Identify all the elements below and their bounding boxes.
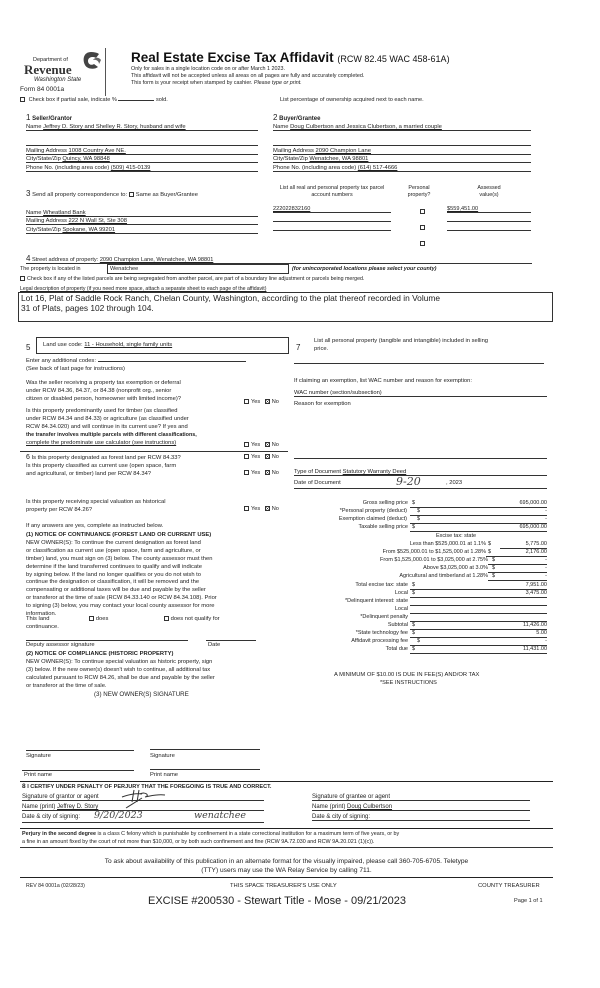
notice-compliance: [26, 651, 215, 691]
label: WAC number (section/subsection): [294, 390, 382, 396]
seller-name-field[interactable]: [26, 124, 258, 131]
does-not-checkbox[interactable]: [164, 616, 169, 621]
tax-label: *Personal property (deduct): [339, 508, 407, 514]
section-number: 5: [26, 343, 31, 352]
no-checkbox[interactable]: [265, 470, 270, 475]
tax-label: Taxable selling price: [358, 524, 408, 530]
yes-label: Yes: [251, 454, 261, 460]
located-value: Wenatchee: [110, 266, 139, 272]
no-checkbox[interactable]: [265, 399, 270, 404]
does-label: does: [95, 616, 109, 623]
county-treasurer-label: COUNTY TREASURER: [478, 883, 540, 889]
land-use-code: 11 - Household, single family units: [84, 342, 173, 348]
owner-signature-line[interactable]: [150, 749, 260, 750]
continuance-row: [26, 616, 220, 622]
divider: [20, 877, 553, 878]
label: City/State/Zip: [26, 227, 61, 233]
note-receipt-text: This form is your receipt when stamped by cashier.: [131, 80, 253, 86]
seller-mailing-field[interactable]: [26, 148, 258, 155]
label: Street address of property:: [32, 257, 99, 263]
divider: [20, 828, 553, 829]
seller-phone-field[interactable]: [26, 165, 258, 172]
label: Name: [26, 124, 42, 130]
yes-checkbox[interactable]: [244, 506, 249, 511]
label-line: price.: [314, 346, 329, 352]
does-checkbox[interactable]: [89, 616, 94, 621]
street-address-field[interactable]: [26, 254, 532, 264]
total-label: *Delinquent interest: state: [345, 598, 408, 604]
section-number: 8: [22, 783, 26, 790]
correspondence-city: Spokane, WA 99201: [62, 227, 116, 233]
assessed-value-col-header: Assessed value(s): [477, 185, 501, 198]
revenue-swirl-icon: [80, 50, 102, 72]
total-label: Subtotal: [387, 622, 408, 628]
exemption-label: If claiming an exemption, list WAC number and reason for exemption:: [294, 378, 472, 384]
legal-line: Lot 16, Plat of Saddle Rock Ranch, Chelan County, Washington, according to the plat thereof recorded in Volume: [21, 293, 440, 303]
total-label: Total excise tax: state: [355, 582, 408, 588]
located-select[interactable]: [107, 264, 289, 274]
logo-agency: Revenue: [24, 62, 72, 77]
correspondence-city-field[interactable]: [26, 227, 258, 234]
total-excise-state[interactable]: 7,951.00: [525, 582, 547, 588]
label: Name (print): [22, 804, 56, 810]
no-checkbox[interactable]: [265, 442, 270, 447]
total-label: Local: [394, 590, 408, 596]
segregated-checkbox[interactable]: [20, 276, 25, 281]
question-line: under RCW 84.34 and 84.33) or agriculture (as classified under: [26, 416, 189, 422]
gross-selling-price[interactable]: 695,000.00: [519, 500, 547, 506]
buyer-heading: [273, 113, 320, 122]
underline: [410, 531, 547, 532]
no-checkbox[interactable]: [265, 454, 270, 459]
underline: [410, 605, 547, 606]
logo-dept-line: Department of: [33, 57, 68, 63]
print-name-line[interactable]: [22, 770, 134, 771]
doc-year: , 2023: [446, 480, 463, 486]
label: Signature of grantee or agent: [312, 794, 391, 800]
question-line: property per RCW 84.26?: [26, 507, 93, 513]
excise-stamp: EXCISE #200530 - Stewart Title - Mose - 09/21/2023: [148, 895, 407, 907]
partial-sale-checkbox[interactable]: [20, 97, 25, 102]
bracket-value[interactable]: -: [545, 557, 547, 563]
dollar-sign: $: [417, 638, 421, 644]
buyer-mailing-field[interactable]: [273, 148, 531, 155]
doc-type: Statutory Warranty Deed: [342, 469, 407, 475]
total-due[interactable]: 11,431.00: [522, 646, 547, 652]
signature-label: Signature: [150, 753, 175, 759]
personal-property-checkbox[interactable]: [420, 241, 425, 246]
land-use-code-field[interactable]: [36, 337, 289, 354]
deputy-date-label: Date: [208, 642, 221, 648]
note-receipt: [131, 80, 302, 86]
yes-checkbox[interactable]: [244, 470, 249, 475]
section-number: 2: [273, 113, 278, 122]
notice-line: or classification as current use (open space, farm and agriculture, or: [26, 547, 201, 554]
additional-codes-field[interactable]: [98, 361, 246, 362]
personal-property-col-header: Personal property?: [407, 185, 431, 198]
alternate-format-notice: [20, 858, 553, 875]
parcel-number-field[interactable]: [273, 224, 391, 231]
buyer-phone-field[interactable]: [273, 165, 531, 172]
exemption-yes-no: [244, 399, 279, 405]
bracket-value[interactable]: -: [545, 565, 547, 571]
timber-yes-no: [244, 442, 279, 448]
label: Mailing Address: [273, 148, 314, 154]
seller-phone: (509) 415-0139: [110, 165, 151, 171]
notice-line: calculated pursuant to RCW 84.26, shall be due and payable by the seller: [26, 674, 215, 681]
correspondence-mailing: 222 N Wall St, Ste 308: [68, 218, 127, 224]
dollar-sign: $: [412, 630, 416, 636]
label: Name: [273, 124, 289, 130]
signature-label: Signature: [26, 753, 51, 759]
total-label: Affidavit processing fee: [351, 638, 408, 644]
dollar-sign: $: [412, 622, 416, 628]
underline: [410, 597, 547, 598]
yes-checkbox[interactable]: [244, 442, 249, 447]
bracket-value[interactable]: 5,775.00: [525, 541, 547, 547]
label: Mailing Address: [26, 218, 67, 224]
assessed-value-field[interactable]: [447, 206, 531, 213]
qualify-label: qualify for: [194, 616, 220, 623]
personal-property-field[interactable]: [294, 363, 544, 364]
state-technology-fee[interactable]: 5.00: [536, 630, 547, 636]
historic-yes-no: [244, 506, 279, 512]
if-yes-note: If any answers are yes, complete as instructed below.: [26, 523, 164, 529]
divider: [20, 847, 553, 848]
grantor-signature-field[interactable]: [22, 794, 264, 801]
dollar-sign: $: [488, 549, 492, 555]
page-title: [131, 50, 450, 65]
parcel-number-field[interactable]: [273, 206, 391, 213]
note-complete: This affidavit will not be accepted unless all areas on all pages are fully and accurately completed.: [131, 73, 365, 79]
exemption-question: [26, 379, 181, 403]
divider: [20, 781, 553, 782]
question-line: complete the predominate use calculator (see instructions): [26, 440, 177, 446]
tax-label: Exemption claimed (deduct): [338, 516, 407, 522]
reason-field[interactable]: [294, 458, 547, 459]
label: Signature of grantor or agent: [22, 794, 99, 800]
yes-label: Yes: [251, 506, 261, 512]
question-line: Was the seller receiving a property tax exemption or deferral: [26, 380, 181, 386]
notice-line: or transferor at the time of sale (RCW 84.33.140 or RCW 84.34.108). Prior: [26, 595, 217, 602]
yes-checkbox[interactable]: [244, 454, 249, 459]
section-number: 3: [26, 189, 31, 198]
forest-land-question: [26, 454, 181, 461]
seller-city: Quincy, WA 98848: [62, 156, 110, 162]
parcel-row: [0, 7, 600, 14]
minimum-note: A MINIMUM OF $10.00 IS DUE IN FEE(S) AND/OR TAX: [334, 672, 480, 678]
perjury-bold: Perjury in the second degree: [22, 831, 96, 837]
deputy-date-line[interactable]: [206, 640, 256, 641]
seller-heading-text: Seller/Grantor: [32, 116, 73, 122]
section-number: 4: [26, 254, 31, 263]
revision-label: REV 84 0001a (02/28/23): [26, 883, 85, 889]
correspondence-mailing-field[interactable]: [26, 218, 258, 225]
notice-title: (2) NOTICE OF COMPLIANCE (HISTORIC PROPERTY): [26, 651, 174, 657]
buyer-city: Wenatchee, WA 98801: [309, 156, 369, 162]
question-line: citizen or disabled person, homeowner with limited income)?: [26, 396, 181, 402]
this-land-label: This land: [26, 616, 50, 623]
buyer-mailing: 2090 Champion Lane: [315, 148, 371, 154]
notice-line: (3) below. If the new owner(s) doesn't wish to continue, all additional tax: [26, 666, 211, 673]
page-number: Page 1 of 1: [514, 898, 543, 904]
alt-format-line: (TTY) users may use the WA Relay Service by calling 711.: [201, 866, 372, 874]
buyer-city-field[interactable]: [273, 156, 531, 163]
dollar-sign: $: [488, 541, 492, 547]
notice-line: continue the designation or classification, it will be removed and the: [26, 579, 200, 586]
label: Phone No. (including area code): [273, 165, 357, 171]
notice-continuance: [26, 532, 217, 619]
subtotal[interactable]: 11,426.00: [522, 622, 547, 628]
additional-codes-row: [26, 358, 246, 364]
correspondence-name-field[interactable]: [26, 210, 258, 217]
yes-label: Yes: [251, 470, 261, 476]
print-name-line[interactable]: [150, 769, 260, 770]
label: Name (print): [312, 804, 346, 810]
legal-line: 31 of Plats, pages 102 through 104.: [21, 302, 154, 313]
affidavit-processing-fee[interactable]: -: [545, 638, 547, 644]
grantor-date-city-field[interactable]: [22, 810, 264, 823]
seller-mailing: 1008 Country Ave NE.: [68, 148, 126, 154]
current-use-question: [26, 462, 176, 478]
section-number: 6: [26, 454, 30, 461]
no-label: No: [271, 470, 279, 476]
new-owner-signature-heading: (3) NEW OWNER(S) SIGNATURE: [94, 691, 189, 698]
reason-label: Reason for exemption: [294, 401, 351, 407]
owner-signature-line[interactable]: [26, 750, 134, 751]
label: City/State/Zip: [26, 156, 61, 162]
notice-line: or transferor at the time of sale.: [26, 682, 107, 689]
grantor-date-handwritten: 9/20/2023: [94, 810, 143, 821]
question-line: Is this property predominantly used for timber (as classified: [26, 408, 178, 414]
exemption-deduct[interactable]: -: [545, 516, 547, 522]
notice-line: information.: [26, 611, 57, 618]
alt-format-line: To ask about availability of this publication in an alternate format for the visually impaired, please call 360-705-6705. Teletype: [104, 858, 469, 865]
parcel-col-header: List all real and personal property tax parcel account numbers: [279, 185, 385, 198]
total-label: Local: [394, 606, 408, 612]
same-as-buyer-label: Same as Buyer/Grantee: [135, 192, 198, 198]
partial-sale-label: Check box if partial sale, indicate %: [28, 97, 117, 103]
label: Phone No. (including area code): [26, 165, 110, 171]
correspondence-heading-text: Send all property correspondence to:: [32, 192, 128, 198]
section-number: 1: [26, 113, 31, 122]
personal-property-label: [314, 337, 488, 353]
bracket-label: Agricultural and timberland at 1.28%: [399, 573, 488, 579]
bracket-value[interactable]: -: [545, 573, 547, 579]
notice-line: determine if the land transferred continues to qualify and will indicate: [26, 563, 202, 570]
excise-state-header: Excise tax: state: [436, 533, 477, 539]
certify-heading-text: I CERTIFY UNDER PENALTY OF PERJURY THAT THE FOREGOING IS TRUE AND CORRECT.: [27, 784, 272, 790]
yes-label: Yes: [251, 442, 261, 448]
title-text: Real Estate Excise Tax Affidavit: [131, 50, 334, 65]
note-type-print: Please type or print.: [253, 80, 302, 86]
doc-date-field[interactable]: [294, 475, 547, 489]
grantee-name-field[interactable]: [312, 804, 530, 811]
located-note: (for unincorporated locations please select your county): [292, 266, 437, 272]
segregated-label: Check box if any of the listed parcels are being segregated from another parcel, are part of a boundary line adjustment or parcels being merged.: [27, 276, 365, 282]
no-label: No: [271, 454, 279, 460]
divider: [273, 145, 531, 146]
legal-description-label: Legal description of property (if you need more space, attach a separate sheet to each page of the affidavit): [20, 286, 267, 292]
yes-checkbox[interactable]: [244, 399, 249, 404]
dollar-sign: $: [412, 582, 416, 588]
dollar-sign: $: [492, 573, 496, 579]
parcel-number: 222022832160: [273, 206, 311, 212]
assessed-value-field[interactable]: [447, 215, 531, 222]
section-number: 7: [296, 343, 301, 352]
underline: [410, 613, 547, 614]
dollar-sign: $: [412, 500, 416, 506]
personal-property-checkbox[interactable]: [420, 225, 425, 230]
total-excise-local[interactable]: 3,475.00: [525, 590, 547, 596]
correspondence-heading: [26, 189, 198, 198]
buyer-name: Doug Culbertson and Jessica Clubertson, a married couple: [290, 124, 442, 130]
label: Land use code:: [43, 342, 83, 348]
label: Date & city of signing:: [22, 814, 81, 820]
wac-number-field[interactable]: [294, 390, 547, 397]
notice-title: (1) NOTICE OF CONTINUANCE (FOREST LAND OR CURRENT USE): [26, 532, 212, 538]
no-label: No: [271, 442, 279, 448]
deputy-signature-label: Deputy assessor signature: [26, 642, 95, 648]
print-name-label: Print name: [24, 772, 53, 778]
grantee-name: Doug Culbertson: [347, 804, 393, 810]
see-back-note: (See back of last page for instructions): [26, 366, 125, 372]
notice-line: timber) land, you must sign on (3) below. The county assessor must then: [26, 555, 213, 562]
historic-question: [26, 498, 166, 514]
question-line: Is this property receiving special valuation as historical: [26, 499, 166, 505]
no-label: No: [271, 506, 279, 512]
header-divider: [105, 48, 106, 96]
partial-sale-percent-field[interactable]: [118, 100, 154, 101]
personal-property-checkbox[interactable]: [420, 209, 425, 214]
question-line: the transfer involves multiple parcels with different classifications,: [26, 432, 197, 438]
question-line: under RCW 84.36, 84.37, or 84.38 (nonprofit org., senior: [26, 388, 172, 394]
segregated-row: [20, 276, 364, 282]
perjury-notice: [22, 831, 399, 846]
bracket-value[interactable]: 2,176.00: [525, 549, 547, 555]
correspondence-name: Wheatland Bank: [43, 210, 86, 216]
question-line: Is this property classified as current use (open space, farm: [26, 463, 177, 469]
form-number: Form 84 0001a: [20, 86, 65, 93]
buyer-phone: (614) 517-4666: [357, 165, 398, 171]
divider: [20, 451, 288, 452]
assessed-value-field[interactable]: [447, 224, 531, 231]
logo-state: Washington State: [34, 77, 82, 83]
no-label: No: [271, 399, 279, 405]
dollar-sign: $: [492, 557, 496, 563]
question-line: and agricultural, or timber) land per RCW 84.34?: [26, 471, 152, 477]
buyer-name-field[interactable]: [273, 124, 531, 131]
grantor-name: Jeffrey D. Story: [57, 804, 99, 810]
total-label: *State technology fee: [355, 630, 408, 636]
divider: [26, 145, 258, 146]
partial-sale-row: [20, 97, 168, 103]
underline: [410, 653, 547, 654]
dollar-sign: $: [492, 565, 496, 571]
notice-line: by signing below. If the land no longer qualifies or you do not wish to: [26, 571, 201, 578]
dollar-sign: $: [417, 508, 421, 514]
seller-heading: [26, 113, 72, 122]
current-use-yes-no: [244, 470, 279, 476]
dollar-sign: $: [412, 524, 416, 530]
label: Date & city of signing:: [312, 814, 371, 820]
continuance-label: continuance.: [26, 624, 59, 630]
grantee-signature-field[interactable]: [312, 794, 530, 801]
grantor-city-handwritten: wenatchee: [194, 810, 247, 821]
grantee-date-city-field[interactable]: [312, 814, 530, 821]
label: Name: [26, 210, 42, 216]
treasurer-use-label: THIS SPACE TREASURER'S USE ONLY: [230, 883, 337, 889]
dollar-sign: $: [412, 590, 416, 596]
title-ref: (RCW 82.45 WAC 458-61A): [337, 54, 450, 64]
question-text: Is this property designated as forest land per RCW 84.33?: [31, 455, 181, 461]
forest-yes-no: [244, 454, 279, 460]
located-label: The property is located in: [20, 266, 81, 272]
bracket-label: Less than $525,000.01 at 1.1%: [409, 541, 486, 547]
total-label: *Delinquent penalty: [360, 614, 408, 620]
notice-line: NEW OWNER(S): To continue the current designation as forest land: [26, 539, 201, 546]
dollar-sign: $: [417, 516, 421, 522]
yes-label: Yes: [251, 399, 261, 405]
label: City/State/Zip: [273, 156, 308, 162]
label-line: List all personal property (tangible and intangible) included in selling: [314, 338, 489, 344]
notice-line: NEW OWNER(S): To continue special valuation as historic property, sign: [26, 658, 213, 665]
no-checkbox[interactable]: [265, 506, 270, 511]
perjury-text: a fine in an amount fixed by the court of not more than $10,000, or by both such confinement and fine (RCW 9A.72.030 and RCW 9A.20.021 (1)(c)).: [22, 838, 375, 845]
street-address: 2090 Champion Lane, Wenatchee, WA 98801: [99, 257, 214, 263]
doc-date-handwritten: 9-20: [396, 475, 421, 488]
dollar-sign: $: [412, 646, 416, 652]
bracket-label: From $525,000.01 to $1,525,000 at 1.28%: [382, 549, 486, 555]
question-line: RCW 84.34.020) and will continue in its current use? If yes and: [26, 424, 188, 430]
taxable-selling-price[interactable]: 695,000.00: [519, 524, 547, 530]
bracket-label: Above $3,025,000 at 3.0%: [423, 565, 488, 571]
assessed-value: $559,451.00: [447, 206, 479, 212]
notice-line: to signing (3) below, you may contact your local county assessor for more: [26, 603, 215, 610]
bracket-label: From $1,525,000.01 to $3,025,000 at 2.75%: [380, 557, 488, 563]
perjury-text: is a class C felony which is punishable by confinement in a state correctional institution for a maximum term of five years, or by: [96, 831, 400, 837]
buyer-heading-text: Buyer/Grantee: [279, 116, 321, 122]
seller-name: Jeffrey D. Story and Shelley R. Story, husband and wife: [43, 124, 186, 130]
underline: [488, 580, 547, 581]
tax-label: Gross selling price: [362, 500, 408, 506]
personal-property-deduct[interactable]: -: [545, 508, 547, 514]
print-name-label: Print name: [150, 772, 179, 778]
total-label: Total due: [385, 646, 408, 652]
additional-codes-label: Enter any additional codes:: [26, 358, 96, 364]
parcel-number-field[interactable]: [273, 215, 391, 222]
does-not-label: does not: [170, 616, 193, 623]
ownership-note: List percentage of ownership acquired next to each name.: [280, 97, 424, 103]
label: Type of Document: [294, 469, 342, 475]
label: Mailing Address: [26, 148, 67, 154]
parcel-row: [0, 14, 600, 21]
deputy-signature-line[interactable]: [26, 640, 188, 641]
timber-question: [26, 407, 197, 447]
seller-city-field[interactable]: [26, 156, 258, 163]
legal-description-field[interactable]: [18, 292, 553, 322]
see-instructions: *SEE INSTRUCTIONS: [380, 680, 437, 686]
label: Date of Document: [294, 480, 341, 486]
same-as-buyer-checkbox[interactable]: [129, 192, 134, 197]
note-single-location: Only for sales in a single location code on or after March 1 2023.: [131, 66, 286, 72]
partial-sale-suffix: sold.: [156, 97, 168, 103]
notice-line: compensating or additional taxes will be due and payable by the seller: [26, 587, 206, 594]
